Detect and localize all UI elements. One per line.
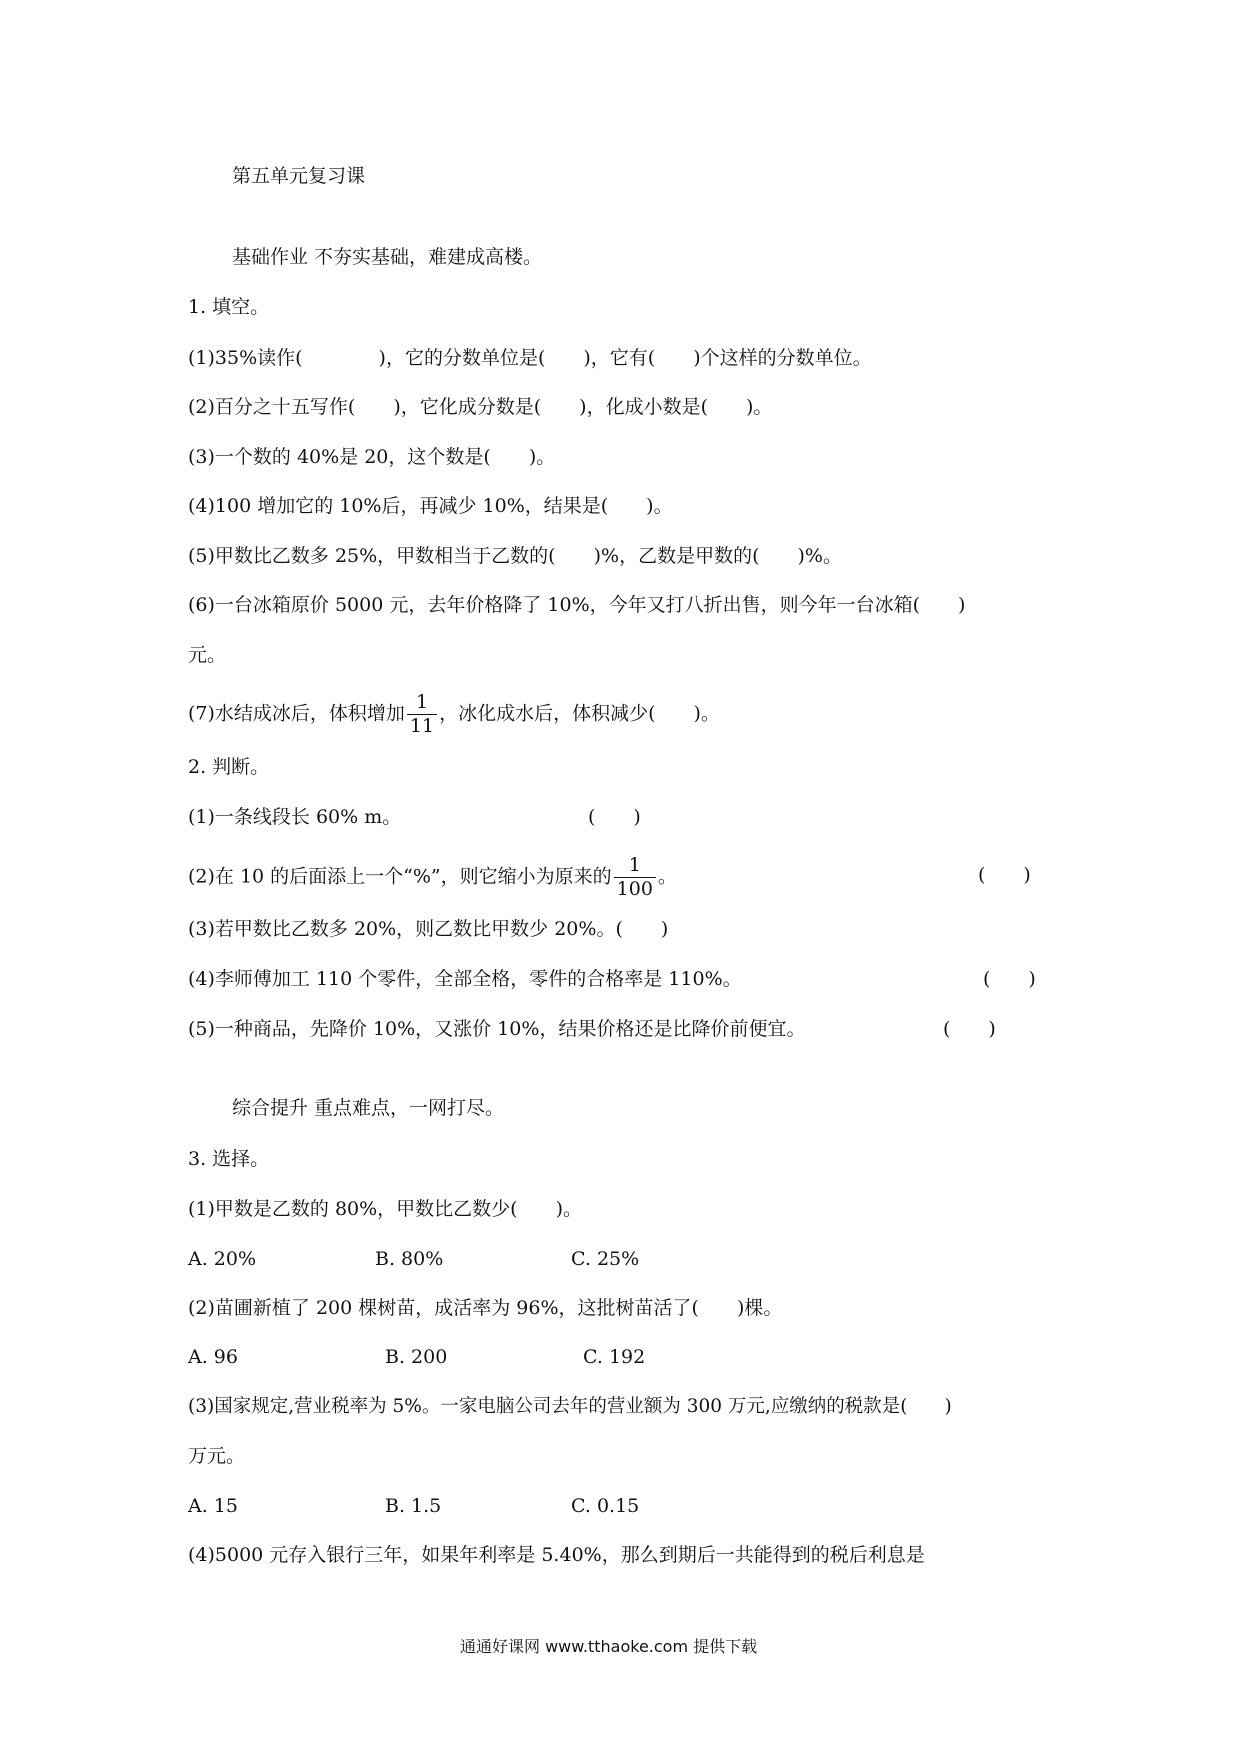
q2-item-4-answer: ( ): [983, 968, 1036, 990]
q1-item-1: (1)35%读作( )，它的分数单位是( )，它有( )个这样的分数单位。: [188, 347, 872, 369]
fraction: [614, 856, 656, 899]
q1-item-2: (2)百分之十五写作( )，它化成分数是( )，化成小数是( )。: [188, 396, 773, 418]
section-basic-heading: 基础作业 不夯实基础，难建成高楼。: [232, 246, 543, 268]
fraction-numerator: 1: [407, 693, 437, 715]
page-title: 第五单元复习课: [232, 165, 366, 187]
q3-item-1: (1)甲数是乙数的 80%，甲数比乙数少( )。: [188, 1198, 583, 1220]
q2-item-5: (5)一种商品，先降价 10%，又涨价 10%，结果价格还是比降价前便宜。: [188, 1018, 806, 1040]
q1-heading: 1. 填空。: [188, 296, 270, 318]
q1-item-4: (4)100 增加它的 10%后，再减少 10%，结果是( )。: [188, 495, 673, 517]
q1-item-6-cont: 元。: [188, 644, 227, 666]
q1-item-5: (5)甲数比乙数多 25%，甲数相当于乙数的( )%，乙数是甲数的( )%。: [188, 545, 842, 567]
q3-item-4: (4)5000 元存入银行三年，如果年利率是 5.40%，那么到期后一共能得到的税后利息是: [188, 1544, 925, 1566]
q3-item-1-option-c: C. 25%: [571, 1248, 640, 1270]
fraction-numerator: 1: [614, 856, 656, 878]
q3-item-3-option-c: C. 0.15: [571, 1495, 640, 1517]
q3-item-3-option-b: B. 1.5: [385, 1495, 442, 1517]
q1-item-7-text: (7)水结成冰后，体积增加: [188, 702, 405, 725]
q3-item-1-option-b: B. 80%: [375, 1248, 444, 1270]
q3-heading: 3. 选择。: [188, 1148, 270, 1170]
q2-heading: 2. 判断。: [188, 756, 270, 778]
q2-item-1: (1)一条线段长 60% m。: [188, 806, 402, 828]
q3-item-2-option-c: C. 192: [583, 1346, 646, 1368]
q1-item-7: [188, 693, 720, 736]
fraction-denominator: 11: [409, 715, 435, 737]
q1-item-7-tail: ，冰化成水后，体积减少( )。: [439, 702, 720, 725]
fraction: [407, 693, 437, 736]
q2-item-4: (4)李师傅加工 110 个零件，全部全格，零件的合格率是 110%。: [188, 968, 742, 990]
section-advanced-heading: 综合提升 重点难点，一网打尽。: [232, 1097, 505, 1119]
q3-item-3-cont: 万元。: [188, 1445, 246, 1467]
q2-item-5-answer: ( ): [943, 1018, 996, 1040]
q2-item-2: [188, 856, 677, 899]
q3-item-1-option-a: A. 20%: [188, 1248, 257, 1270]
q3-item-3: (3)国家规定,营业税率为 5%。一家电脑公司去年的营业额为 300 万元,应缴纳的税款是( ): [188, 1396, 952, 1417]
q2-item-2-text: (2)在 10 的后面添上一个“%”，则它缩小为原来的: [188, 865, 612, 888]
footer-note: 通通好课网 www.tthaoke.com 提供下载: [460, 1637, 758, 1656]
q2-item-1-answer: ( ): [588, 806, 641, 828]
q2-item-2-answer: ( ): [978, 864, 1031, 886]
q3-item-3-option-a: A. 15: [188, 1495, 238, 1517]
q3-item-2-option-a: A. 96: [188, 1346, 238, 1368]
q3-item-2-option-b: B. 200: [385, 1346, 448, 1368]
fraction-denominator: 100: [616, 878, 653, 900]
q2-item-2-tail: 。: [657, 865, 677, 888]
q3-item-2: (2)苗圃新植了 200 棵树苗，成活率为 96%，这批树苗活了( )棵。: [188, 1297, 783, 1319]
q1-item-3: (3)一个数的 40%是 20，这个数是( )。: [188, 446, 556, 468]
q2-item-3: (3)若甲数比乙数多 20%，则乙数比甲数少 20%。( ): [188, 918, 669, 940]
q1-item-6: (6)一台冰箱原价 5000 元，去年价格降了 10%，今年又打八折出售，则今年一台冰箱( ): [188, 594, 966, 616]
